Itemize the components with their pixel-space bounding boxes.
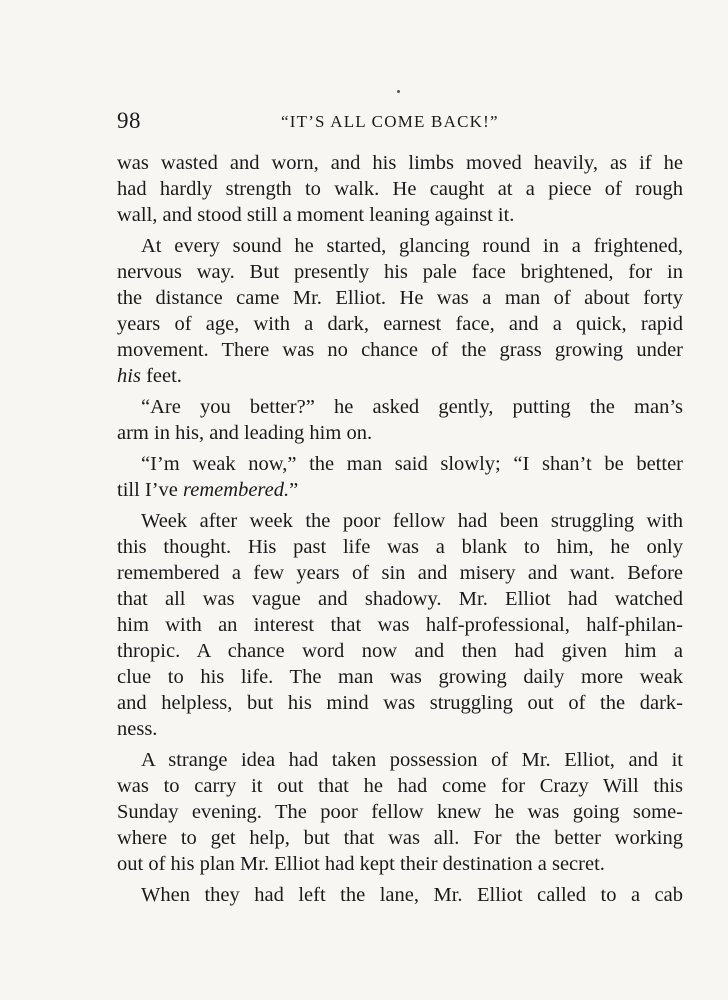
text-line: that all was vague and shadowy. Mr. Elliot had watched <box>117 588 683 610</box>
text-span: ” <box>289 479 299 501</box>
text-line: “I’m weak now,” the man said slowly; “I shan’t be better <box>141 453 683 475</box>
text-span: feet. <box>140 365 182 387</box>
text-line: “Are you better?” he asked gently, putting the man’s <box>141 396 683 418</box>
text-line: him with an interest that was half-professional, half-philan- <box>117 614 683 636</box>
text-line: At every sound he started, glancing round in a frightened, <box>141 235 683 257</box>
paragraph <box>117 451 683 503</box>
text-line: ness. <box>117 718 158 740</box>
text-line: When they had left the lane, Mr. Elliot called to a cab <box>141 884 683 906</box>
paragraph <box>117 394 683 446</box>
paragraph <box>117 150 683 228</box>
body-text <box>117 150 683 908</box>
text-line: was wasted and worn, and his limbs moved heavily, as if he <box>117 152 683 174</box>
text-line: and helpless, but his mind was struggling out of the dark- <box>117 692 683 714</box>
italic-text: remembered. <box>183 479 290 501</box>
text-line: where to get help, but that was all. For the better working <box>117 827 683 849</box>
text-line: thropic. A chance word now and then had given him a <box>117 640 683 662</box>
text-line: out of his plan Mr. Elliot had kept their destination a secret. <box>117 853 605 875</box>
paragraph <box>117 882 683 908</box>
text-line <box>117 363 683 389</box>
text-line: wall, and stood still a moment leaning against it. <box>117 204 515 226</box>
italic-text: his <box>117 365 141 387</box>
text-line: this thought. His past life was a blank to him, he only <box>117 536 683 558</box>
text-line: years of age, with a dark, earnest face, and a quick, rapid <box>117 313 683 335</box>
page-number: 98 <box>117 108 141 133</box>
text-line: movement. There was no chance of the grass growing under <box>117 339 683 361</box>
decorative-dot <box>397 90 400 93</box>
text-line: clue to his life. The man was growing daily more weak <box>117 666 683 688</box>
text-line: remembered a few years of sin and misery and want. Before <box>117 562 683 584</box>
paragraph <box>117 747 683 877</box>
text-line: A strange idea had taken possession of Mr. Elliot, and it <box>141 749 683 771</box>
text-line: nervous way. But presently his pale face brightened, for in <box>117 261 683 283</box>
text-line: had hardly strength to walk. He caught at a piece of rough <box>117 178 683 200</box>
running-title: “IT’S ALL COME BACK!” <box>281 112 499 131</box>
text-line <box>117 477 683 503</box>
text-span: till I’ve <box>117 479 184 501</box>
text-line: Sunday evening. The poor fellow knew he was going some- <box>117 801 683 823</box>
paragraph <box>117 233 683 389</box>
text-line: arm in his, and leading him on. <box>117 422 373 444</box>
text-line: was to carry it out that he had come for Crazy Will this <box>117 775 683 797</box>
text-line: Week after week the poor fellow had been struggling with <box>141 510 683 532</box>
paragraph <box>117 508 683 742</box>
page-header <box>117 108 683 138</box>
text-line: the distance came Mr. Elliot. He was a man of about forty <box>117 287 683 309</box>
